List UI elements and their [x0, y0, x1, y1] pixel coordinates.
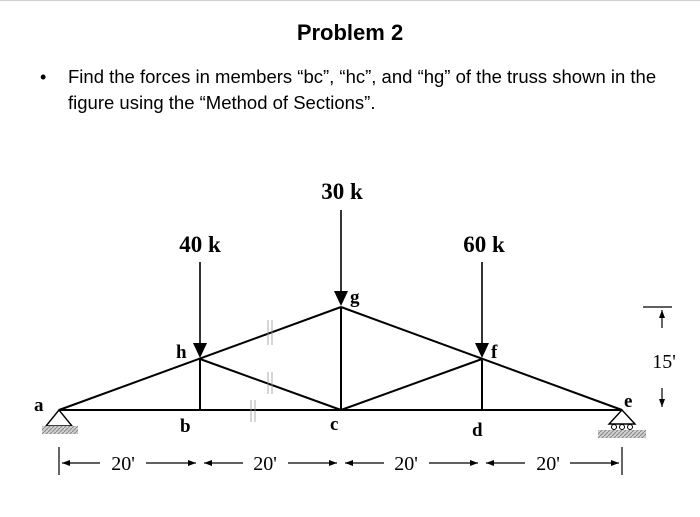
arrowhead-f-icon: [475, 343, 489, 358]
problem-title: Problem 2: [296, 20, 404, 45]
member-cf: [341, 359, 482, 410]
joint-label-h: h: [176, 342, 187, 363]
span-label-1: 20': [111, 453, 135, 475]
bullet-icon: •: [40, 67, 47, 87]
joint-label-b: b: [180, 416, 191, 437]
span-label-2: 20': [253, 453, 277, 475]
load-label-h: 40 k: [179, 232, 221, 257]
roller-support-icon: [598, 410, 646, 438]
problem-text: Find the forces in members “bc”, “hc”, and “hg” of the truss shown in the figure using the “Method of Sections”.: [68, 66, 657, 113]
load-label-f: 60 k: [463, 232, 505, 257]
truss-members: [59, 307, 622, 410]
span-label-3: 20': [394, 453, 418, 475]
load-label-g: 30 k: [321, 179, 363, 204]
joint-label-d: d: [472, 420, 483, 441]
joint-label-c: c: [330, 414, 339, 435]
joint-label-e: e: [624, 391, 633, 412]
span-label-4: 20': [536, 453, 560, 475]
pin-support-icon: [42, 410, 78, 434]
arrowhead-g-icon: [334, 291, 348, 306]
member-hc: [200, 359, 341, 410]
joint-label-f: f: [491, 342, 498, 363]
joint-label-g: g: [350, 287, 360, 308]
joint-label-a: a: [34, 395, 44, 416]
height-arrow-top-icon: [659, 310, 665, 318]
height-label: 15': [652, 351, 676, 373]
height-arrow-bottom-icon: [659, 399, 665, 407]
